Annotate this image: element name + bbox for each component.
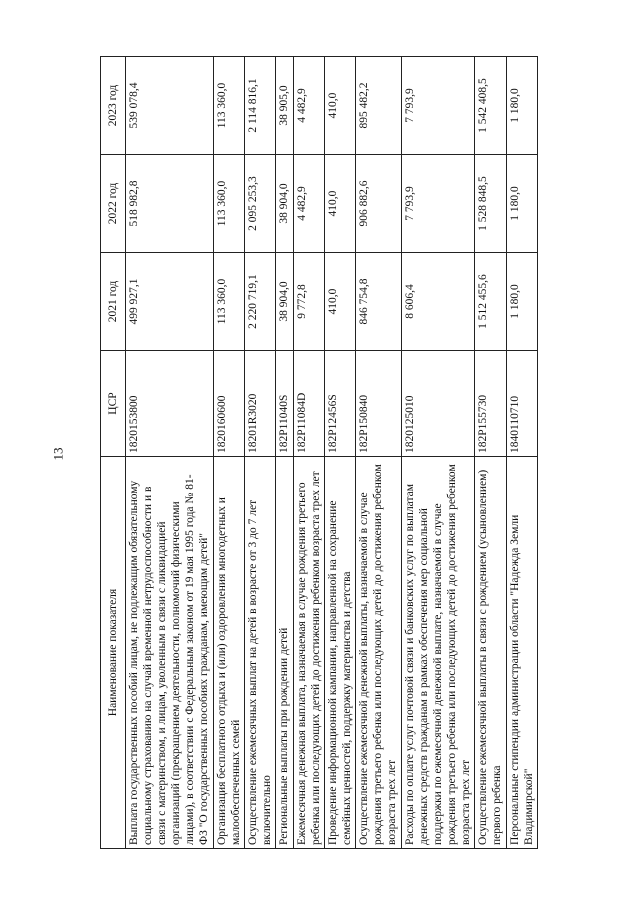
row-2021: 8 606,4 [401,253,475,351]
row-2022: 518 982,8 [126,155,214,253]
page-number: 13 [50,447,66,461]
row-csr: 1820153800 [126,351,214,457]
table-row [356,57,401,849]
row-name: Проведение информационной кампании, направленной на сохранение семейных ценностей, поддержку материнства и детства [324,457,355,849]
row-name: Ежемесячная денежная выплата, назначаемая в случае рождения третьего ребенка или последующих детей до достижения ребенком возраста трех лет [293,457,324,849]
row-2023: 539 078,4 [126,57,214,155]
table-row [293,57,324,849]
row-name: Организация бесплатного отдыха и (или) оздоровления многодетных и малообеспеченных семей [213,457,244,849]
header-2023: 2023 год [101,57,126,155]
row-name: Осуществление ежемесячной выплаты в связи с рождением (усыновлением) первого ребенка [475,457,506,849]
row-2022: 4 482,9 [293,155,324,253]
row-name: Региональные выплаты при рождении детей [276,457,293,849]
row-csr: 1840110710 [506,351,537,457]
row-csr: 182P150840 [356,351,401,457]
row-2023: 1 542 408,5 [475,57,506,155]
row-name: Персональные стипендии администрации области "Надежда Земли Владимирской" [506,457,537,849]
table-row [506,57,537,849]
row-2022: 906 882,6 [356,155,401,253]
row-2023: 4 482,9 [293,57,324,155]
table-row [324,57,355,849]
row-name: Осуществление ежемесячных выплат на детей в возрасте от 3 до 7 лет включительно [245,457,276,849]
row-2022: 1 180,0 [506,155,537,253]
table-row [245,57,276,849]
row-2023: 895 482,2 [356,57,401,155]
row-2023: 410,0 [324,57,355,155]
row-2021: 9 772,8 [293,253,324,351]
row-name: Расходы по оплате услуг почтовой связи и банковских услуг по выплатам денежных средств гражданам в рамках обеспечения мер социальной поддержки по ежемесячной денежной выплате, назначаемой в случае рождения третьего ребенка или последующих детей до достижения ребенком возраста трех лет [401,457,475,849]
row-name: Осуществление ежемесячной денежной выплаты, назначаемой в случае рождения третьего ребенка или последующих детей до достижения ребенком возраста трех лет [356,457,401,849]
table-row [401,57,475,849]
row-2022: 410,0 [324,155,355,253]
rotated-table-container [100,57,638,849]
table-row [213,57,244,849]
row-2021: 499 927,1 [126,253,214,351]
row-csr: 1820160600 [213,351,244,457]
row-2021: 1 512 455,6 [475,253,506,351]
row-2023: 7 793,9 [401,57,475,155]
row-csr: 1820125010 [401,351,475,457]
header-csr: ЦСР [101,351,126,457]
row-2023: 38 905,0 [276,57,293,155]
row-2021: 1 180,0 [506,253,537,351]
table-header-row [101,57,126,849]
row-2021: 113 360,0 [213,253,244,351]
row-2021: 38 904,0 [276,253,293,351]
row-2022: 7 793,9 [401,155,475,253]
row-2023: 1 180,0 [506,57,537,155]
row-2021: 410,0 [324,253,355,351]
row-csr: 182P11040S [276,351,293,457]
table-row [126,57,214,849]
row-csr: 182P11084D [293,351,324,457]
row-2023: 113 360,0 [213,57,244,155]
row-csr: 182P12456S [324,351,355,457]
row-csr: 18201R3020 [245,351,276,457]
header-name: Наименование показателя [101,457,126,849]
row-2022: 113 360,0 [213,155,244,253]
table-row [276,57,293,849]
header-2021: 2021 год [101,253,126,351]
row-2021: 2 220 719,1 [245,253,276,351]
row-name: Выплата государственных пособий лицам, не подлежащим обязательному социальному страхованию на случай временной нетрудоспособности и в связи с материнством, и лицам, уволенным в связи с ликвидацией организаций (прекращением деятельности, полномочий физическими лицами), в соответствии с Федеральным законом от 19 мая 1995 года № 81-ФЗ "О государственных пособиях гражданам, имеющим детей" [126,457,214,849]
table-wrapper [100,57,538,849]
table-row [475,57,506,849]
row-2022: 1 528 848,5 [475,155,506,253]
row-2023: 2 114 816,1 [245,57,276,155]
row-csr: 182P155730 [475,351,506,457]
row-2022: 38 904,0 [276,155,293,253]
row-2021: 846 754,8 [356,253,401,351]
budget-table [100,56,538,849]
row-2022: 2 095 253,3 [245,155,276,253]
header-2022: 2022 год [101,155,126,253]
